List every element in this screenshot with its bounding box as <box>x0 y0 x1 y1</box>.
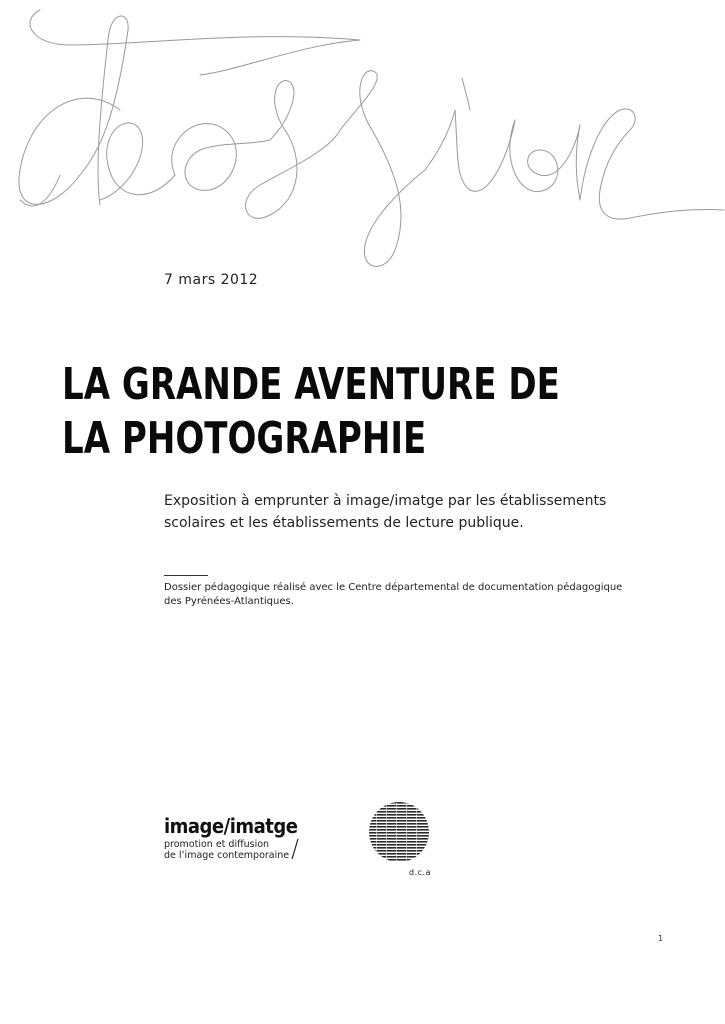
credit-line-1: Dossier pédagogique réalisé avec le Centre départemental de documentation pédagogique <box>164 582 623 593</box>
title-line-2: LA PHOTOGRAPHIE <box>62 413 427 464</box>
dossier-script-lettering <box>0 0 725 275</box>
image-imatge-logo <box>164 814 304 868</box>
tagline-line-2: de l’image contemporaine <box>164 850 290 861</box>
document-subtitle <box>164 490 624 534</box>
title-line-1: LA GRANDE AVENTURE DE <box>62 359 560 410</box>
image-imatge-tagline <box>164 839 289 861</box>
document-date: 7 mars 2012 <box>164 272 259 288</box>
dca-logo <box>366 797 432 879</box>
tagline-line-1: promotion et diffusion <box>164 839 270 850</box>
image-imatge-logo-name: image/imatge <box>164 814 298 838</box>
divider-rule <box>164 575 208 576</box>
credit-line-2: des Pyrénées-Atlantiques. <box>164 596 294 607</box>
document-title <box>62 358 560 466</box>
page-number: 1 <box>658 934 664 943</box>
slash-mark-icon <box>290 838 300 860</box>
document-credit <box>164 581 634 609</box>
dca-striped-circle-icon <box>366 797 432 867</box>
dca-logo-label: d.c.a <box>409 868 431 877</box>
subtitle-line-1: Exposition à emprunter à image/imatge par les établissements <box>164 493 607 509</box>
subtitle-line-2: scolaires et les établissements de lecture publique. <box>164 515 524 531</box>
